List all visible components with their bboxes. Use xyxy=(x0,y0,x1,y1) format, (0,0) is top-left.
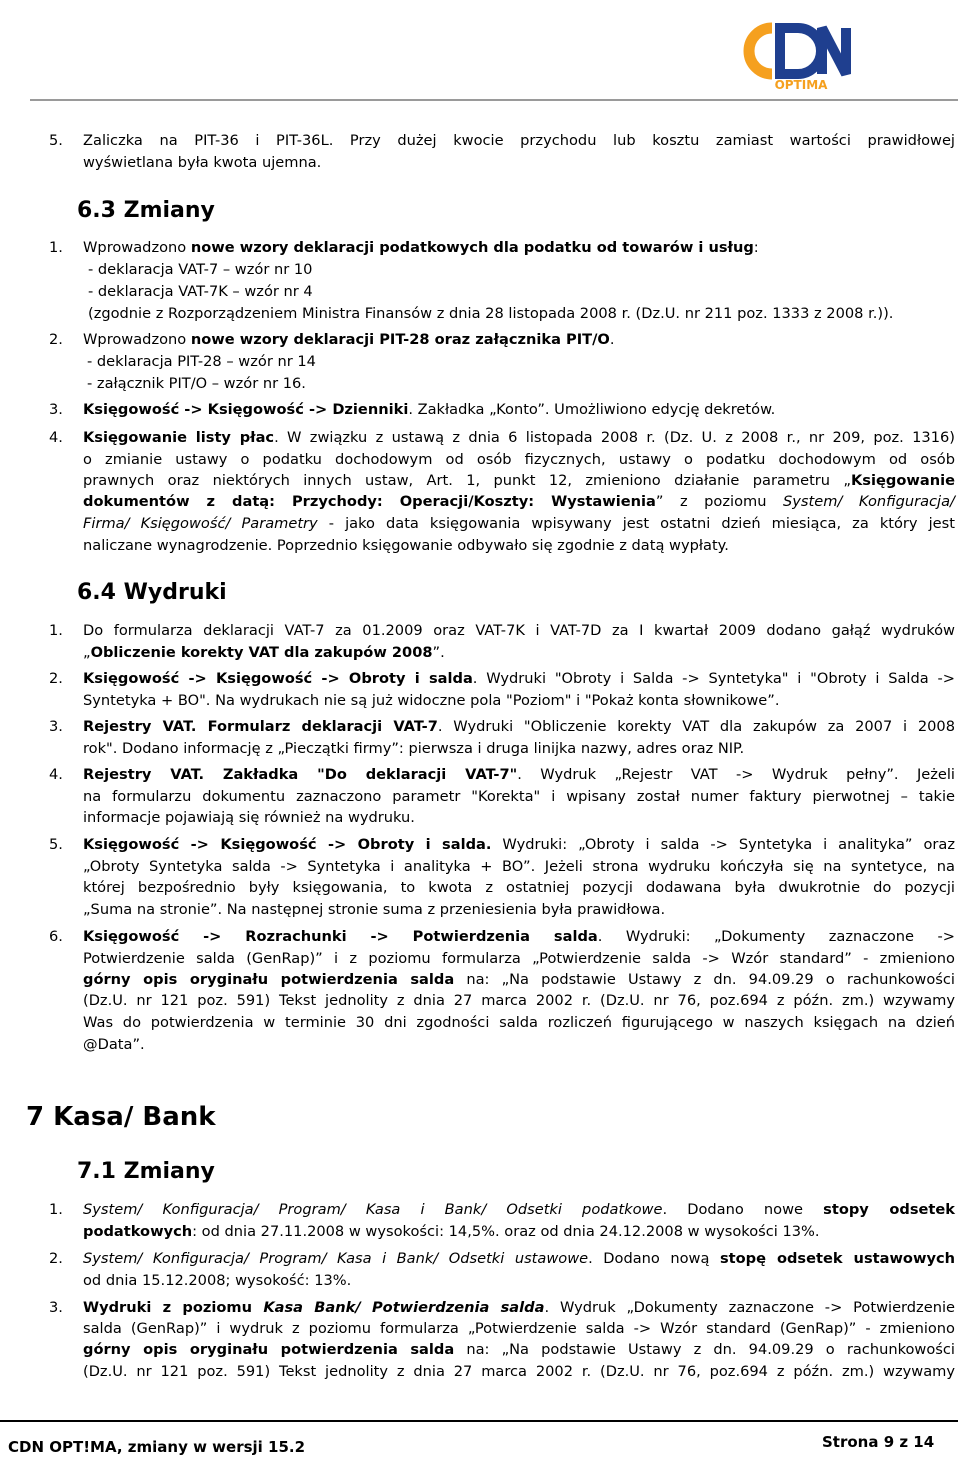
change-2-line-1: Wprowadzono nowe wzory deklaracji PIT-28 oraz załącznika PIT/O. xyxy=(83,331,615,348)
section-7-1-heading: 7.1 Zmiany xyxy=(77,1159,215,1184)
section-6-3-heading: 6.3 Zmiany xyxy=(77,198,215,223)
change-2-number: 2. xyxy=(49,331,63,348)
bank-3-line-1: Wydruki z poziomu Kasa Bank/ Potwierdzenia salda. Wydruk „Dokumenty zaznaczone -> Potwierdzenie xyxy=(83,1299,955,1316)
bank-1-line-2: podatkowych: od dnia 27.11.2008 w wysokości: 14,5%. oraz od dnia 24.12.2008 w wysokości 13%. xyxy=(83,1223,820,1240)
print-4-line-1: Rejestry VAT. Zakładka "Do deklaracji VAT-7". Wydruk „Rejestr VAT -> Wydruk pełny”. Jeżeli xyxy=(83,766,955,783)
change-2-line-3: - załącznik PIT/O – wzór nr 16. xyxy=(87,375,306,392)
bank-3-number: 3. xyxy=(49,1299,63,1316)
change-4-line-6: naliczane wynagrodzenie. Poprzednio księgowanie odbywało się zgodnie z datą wypłaty. xyxy=(83,537,729,554)
change-3-number: 3. xyxy=(49,401,63,418)
change-4-line-2: o zmianie ustawy o podatku dochodowym od osób fizycznych, ustawy o podatku dochodowym od osób xyxy=(83,451,955,468)
print-5-line-4: „Suma na stronie”. Na następnej stronie suma z przeniesienia była prawidłowa. xyxy=(83,901,666,918)
change-4-number: 4. xyxy=(49,429,63,446)
print-2-number: 2. xyxy=(49,670,63,687)
footer-product-version: CDN OPT!MA, zmiany w wersji 15.2 xyxy=(8,1438,306,1456)
print-3-line-1: Rejestry VAT. Formularz deklaracji VAT-7. Wydruki "Obliczenie korekty VAT dla zakupów za 2007 i 2008 xyxy=(83,718,955,735)
print-4-line-2: na formularzu dokumentu zaznaczono parametr "Korekta" i wpisany został numer faktury pierwotnej – takie xyxy=(83,788,955,805)
print-4-line-3: informacje pojawiają się również na wydruku. xyxy=(83,809,415,826)
print-4-number: 4. xyxy=(49,766,63,783)
item-5-line-2: wyświetlana była kwota ujemna. xyxy=(83,154,322,171)
print-6-line-6: @Data”. xyxy=(83,1036,145,1053)
print-2-line-2: Syntetyka + BO". Na wydrukach nie są już widoczne pola "Poziom" i "Pokaż konta słownikowe”. xyxy=(83,692,780,709)
change-1-number: 1. xyxy=(49,239,63,256)
print-1-line-2: „Obliczenie korekty VAT dla zakupów 2008”. xyxy=(83,644,445,661)
change-1-line-4: (zgodnie z Rozporządzeniem Ministra Finansów z dnia 28 listopada 2008 r. (Dz.U. nr 211 poz. 1333 z 2008 r.)). xyxy=(88,305,894,322)
print-5-line-1: Księgowość -> Księgowość -> Obroty i salda. Wydruki: „Obroty i salda -> Syntetyka i analityka” oraz xyxy=(83,836,955,853)
print-6-number: 6. xyxy=(49,928,63,945)
print-6-line-5: Was do potwierdzenia w terminie 30 dni zgodności salda rozliczeń figurującego w naszych księgach na dzień xyxy=(83,1014,955,1031)
print-6-line-4: (Dz.U. nr 121 poz. 591) Tekst jednolity z dnia 27 marca 2002 r. (Dz.U. nr 76, poz.694 z późn. zm.) wzywamy xyxy=(83,992,955,1009)
print-3-line-2: rok". Dodano informację z „Pieczątki firmy”: pierwsza i druga linijka nazwy, adres oraz NIP. xyxy=(83,740,745,757)
bank-1-number: 1. xyxy=(49,1201,63,1218)
section-6-4-heading: 6.4 Wydruki xyxy=(77,580,227,605)
print-6-line-3: górny opis oryginału potwierdzenia salda na: „Na podstawie Ustawy z dn. 94.09.29 o rachunkowości xyxy=(83,971,955,988)
bank-2-number: 2. xyxy=(49,1250,63,1267)
change-1-line-3: - deklaracja VAT-7K – wzór nr 4 xyxy=(88,283,313,300)
print-5-line-2: „Obroty Syntetyka salda -> Syntetyka i analityka + BO”. Jeżeli strona wydruku kończyła się na syntetyce, na xyxy=(83,858,955,875)
print-6-line-2: Potwierdzenie salda (GenRap)” i z poziomu formularza „Potwierdzenie salda -> Wzór standard” - zmieniono xyxy=(83,950,955,967)
page-header xyxy=(0,0,960,103)
print-1-number: 1. xyxy=(49,622,63,639)
item-5-line-1: Zaliczka na PIT-36 i PIT-36L. Przy dużej kwocie przychodu lub kosztu zamiast wartości prawidłowej xyxy=(83,132,955,149)
footer-rule xyxy=(0,1420,958,1422)
item-5-number: 5. xyxy=(49,132,63,149)
bank-2-line-2: od dnia 15.12.2008; wysokość: 13%. xyxy=(83,1272,352,1289)
print-2-line-1: Księgowość -> Księgowość -> Obroty i salda. Wydruki "Obroty i Salda -> Syntetyka" i "Obroty i Salda -> xyxy=(83,670,955,687)
change-4-line-3: prawnych oraz niektórych innych ustaw, Art. 1, punkt 12, zmieniono działanie parametru „Księgowanie xyxy=(83,472,955,489)
change-4-line-4: dokumentów z datą: Przychody: Operacji/Koszty: Wystawienia” z poziomu System/ Konfiguracja/ xyxy=(83,493,955,510)
logo-subtitle: OPTIMA xyxy=(774,78,828,92)
change-4-line-5: Firma/ Księgowość/ Parametry - jako data księgowania wpisywany jest ostatni dzień miesiąca, za który jest xyxy=(83,515,955,532)
bank-3-line-2: salda (GenRap)” i wydruk z poziomu formularza „Potwierdzenie salda -> Wzór standard (GenRap)” - zmieniono xyxy=(83,1320,955,1337)
print-6-line-1: Księgowość -> Rozrachunki -> Potwierdzenia salda. Wydruki: „Dokumenty zaznaczone -> xyxy=(83,928,955,945)
bank-1-line-1: System/ Konfiguracja/ Program/ Kasa i Bank/ Odsetki podatkowe. Dodano nowe stopy odsetek xyxy=(83,1201,956,1218)
print-1-line-1: Do formularza deklaracji VAT-7 za 01.2009 oraz VAT-7K i VAT-7D za I kwartał 2009 dodano gałąź wydruków xyxy=(83,622,955,639)
bank-3-line-3: górny opis oryginału potwierdzenia salda na: „Na podstawie Ustawy z dn. 94.09.29 o rachunkowości xyxy=(83,1341,955,1358)
print-3-number: 3. xyxy=(49,718,63,735)
cdn-optima-logo xyxy=(742,22,860,92)
change-4-line-1: Księgowanie listy płac. W związku z ustawą z dnia 6 listopada 2008 r. (Dz. U. z 2008 r., nr 209, poz. 1316) xyxy=(83,429,955,446)
print-5-number: 5. xyxy=(49,836,63,853)
change-1-line-1: Wprowadzono nowe wzory deklaracji podatkowych dla podatku od towarów i usług: xyxy=(83,239,759,256)
bank-3-line-4: (Dz.U. nr 121 poz. 591) Tekst jednolity z dnia 27 marca 2002 r. (Dz.U. nr 76, poz.694 z późn. zm.) wzywamy xyxy=(83,1363,955,1380)
change-2-line-2: - deklaracja PIT-28 – wzór nr 14 xyxy=(87,353,316,370)
header-rule xyxy=(30,99,958,101)
change-3-line-1: Księgowość -> Księgowość -> Dzienniki. Zakładka „Konto”. Umożliwiono edycję dekretów. xyxy=(83,401,776,418)
change-1-line-2: - deklaracja VAT-7 – wzór nr 10 xyxy=(88,261,313,278)
bank-2-line-1: System/ Konfiguracja/ Program/ Kasa i Bank/ Odsetki ustawowe. Dodano nową stopę odsetek ustawowych xyxy=(83,1250,955,1267)
section-7-heading: 7 Kasa/ Bank xyxy=(26,1102,216,1132)
print-5-line-3: której bezpośrednio były księgowania, to kwota z ostatniej pozycji dodawana była dwukrotnie do pozycji xyxy=(83,879,955,896)
footer-page-number: Strona 9 z 14 xyxy=(822,1433,935,1451)
